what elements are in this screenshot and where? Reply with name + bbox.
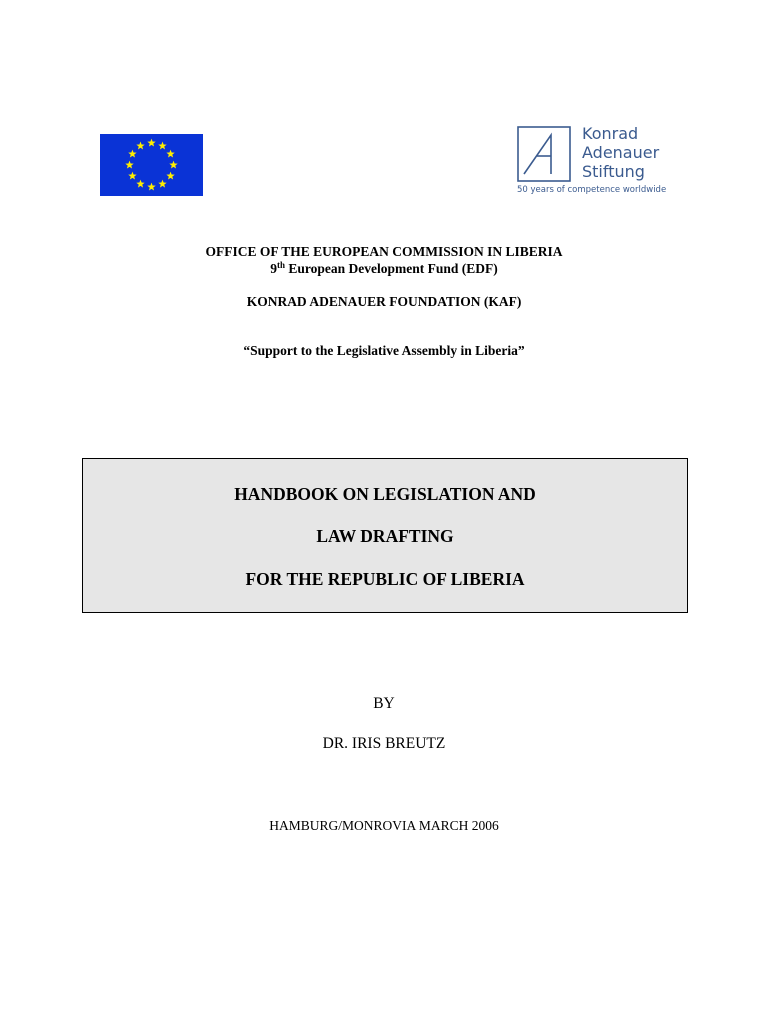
author-name: DR. IRIS BREUTZ [322,735,446,752]
eu-star-icon [158,180,166,188]
byline-by: BY [373,695,395,712]
eu-stars-circle [100,134,203,196]
commission-office-line: OFFICE OF THE EUROPEAN COMMISSION IN LIBERIA [205,244,563,259]
kas-tagline: 50 years of competence worldwide [517,185,667,195]
edf-text: European Development Fund (EDF) [285,261,498,276]
kas-a-mark-icon [517,126,571,182]
edf-superscript: th [276,260,285,270]
title-line-1: HANDBOOK ON LEGISLATION AND [234,484,536,504]
eu-star-icon [128,172,136,180]
kas-name-line-3: Stiftung [582,162,645,181]
edf-number: 9 [270,261,277,276]
eu-star-icon [158,142,166,150]
eu-star-icon [136,142,144,150]
eu-star-icon [169,161,177,169]
kas-name [582,124,659,181]
eu-star-icon [166,150,174,158]
eu-flag-logo [100,134,203,196]
eu-star-icon [136,180,144,188]
project-line: “Support to the Legislative Assembly in Liberia” [243,343,525,358]
eu-star-icon [128,150,136,158]
eu-star-icon [147,183,155,191]
kas-name-line-2: Adenauer [582,143,660,162]
eu-star-icon [147,139,155,147]
eu-star-icon [166,172,174,180]
title-line-2: LAW DRAFTING [316,526,454,546]
foundation-line: KONRAD ADENAUER FOUNDATION (KAF) [246,294,522,309]
kas-name-line-1: Konrad [582,124,639,143]
edf-line [0,261,768,277]
title-line-3: FOR THE REPUBLIC OF LIBERIA [245,569,525,589]
eu-star-icon [125,161,133,169]
title-box [82,458,688,613]
place-date: HAMBURG/MONROVIA MARCH 2006 [269,818,499,833]
kas-logo [515,124,675,202]
